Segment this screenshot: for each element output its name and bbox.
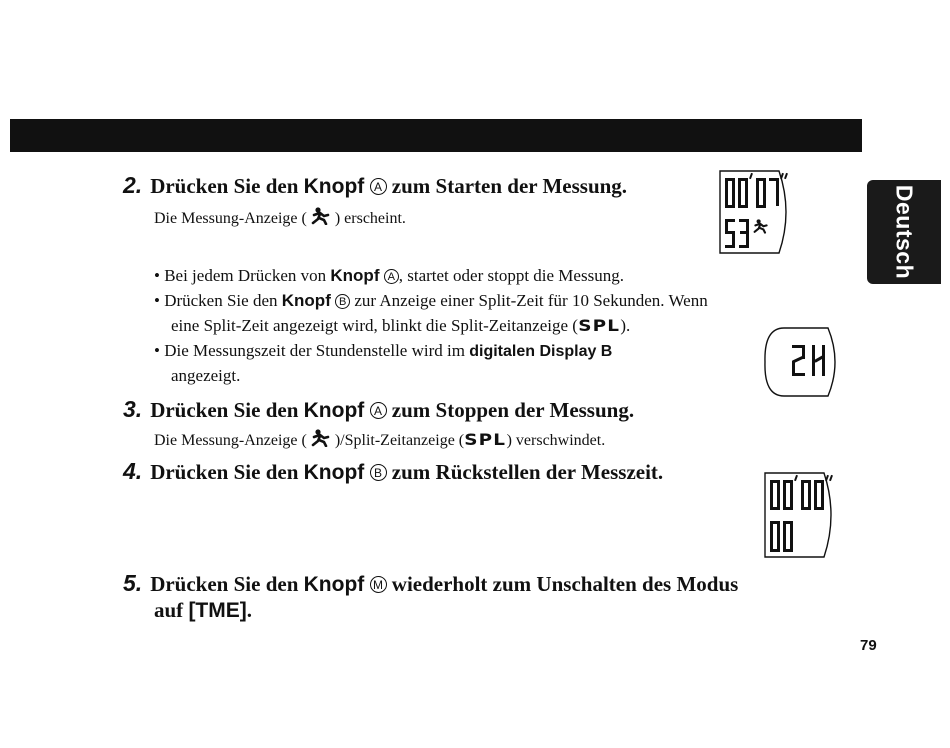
button-a-icon: A <box>370 178 387 195</box>
knopf-label: Knopf <box>303 461 365 484</box>
language-tab-label: Deutsch <box>891 184 918 280</box>
bullet-1: • Bei jedem Drücken von Knopf A , startet oder stoppt die Messung. <box>154 266 624 285</box>
button-b-icon: B <box>335 294 350 309</box>
display-3-bottom-digits <box>770 521 793 552</box>
watch-display-3 <box>762 469 840 561</box>
display-1-top-digits <box>725 173 788 208</box>
bullet-3-line-2: angezeigt. <box>171 366 241 385</box>
runner-icon <box>311 207 331 225</box>
knopf-label: Knopf <box>303 399 365 422</box>
spl-indicator: SPL <box>464 430 507 449</box>
runner-icon <box>311 429 331 447</box>
display-1-runner-icon <box>755 219 767 232</box>
bullet-2: • Drücken Sie den Knopf B zur Anzeige einer Split-Zeit für 10 Sekunden. Wenn <box>154 291 708 310</box>
knopf-label: Knopf <box>303 573 365 596</box>
spl-indicator: SPL <box>578 316 621 335</box>
button-a-icon: A <box>384 269 399 284</box>
mode-label: [TME] <box>188 599 247 622</box>
watch-display-2 <box>762 325 846 399</box>
header-bar <box>10 119 862 152</box>
step-3-subtext: Die Messung-Anzeige ( )/Split-Zeitanzeige (SPL) verschwindet. <box>154 430 606 449</box>
language-tab <box>867 180 941 284</box>
step-2-heading: 2. Drücken Sie den Knopf A zum Starten der Messung. <box>123 172 628 198</box>
step-5-heading: 5. Drücken Sie den Knopf M wiederholt zum Unschalten des Modus <box>123 570 739 596</box>
knopf-label: Knopf <box>303 175 365 198</box>
display-3-top-digits <box>770 475 833 510</box>
watch-display-1 <box>717 167 795 257</box>
step-3-heading: 3. Drücken Sie den Knopf A zum Stoppen der Messung. <box>123 396 635 422</box>
step-4-number: 4. <box>123 458 143 484</box>
step-5-number: 5. <box>123 570 143 596</box>
bullet-2-line-2: eine Split-Zeit angezeigt wird, blinkt die Split-Zeitanzeige (SPL). <box>171 316 631 335</box>
step-3-number: 3. <box>123 396 143 422</box>
display-2-digits <box>792 345 825 376</box>
display-1-bottom-digits <box>725 219 749 248</box>
bullet-3: • Die Messungszeit der Stundenstelle wird im digitalen Display B <box>154 341 613 360</box>
step-2-number: 2. <box>123 172 143 198</box>
button-a-icon: A <box>370 402 387 419</box>
step-4-heading: 4. Drücken Sie den Knopf B zum Rückstellen der Messzeit. <box>123 458 664 484</box>
button-b-icon: B <box>370 464 387 481</box>
step-5-line-2: auf [TME]. <box>154 598 253 622</box>
button-m-icon: M <box>370 576 387 593</box>
step-2-subtext: Die Messung-Anzeige ( ) erscheint. <box>154 207 406 228</box>
page-number: 79 <box>860 637 877 654</box>
